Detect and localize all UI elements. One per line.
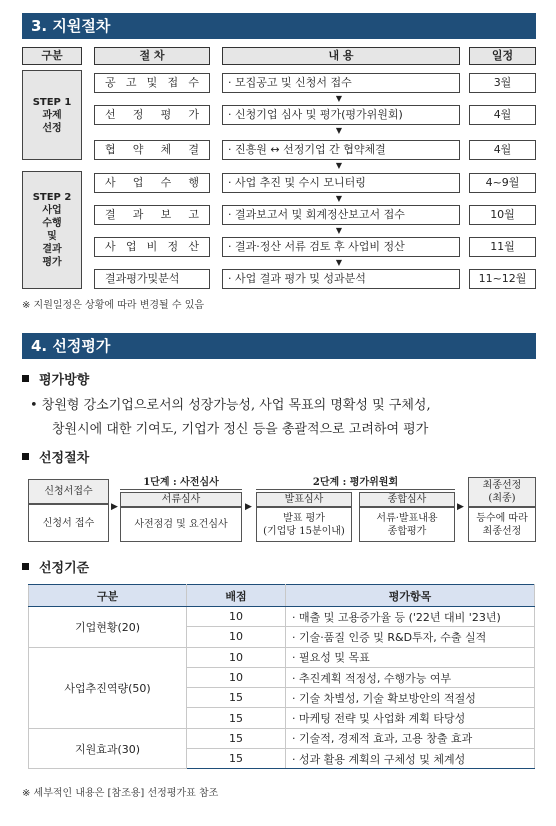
criteria-score: 10 — [187, 627, 286, 647]
arrow-down-icon: ▼ — [335, 194, 343, 203]
direction-text-1: • 창원형 강소기업으로서의 성장가능성, 사업 목표의 명확성 및 구체성, — [30, 398, 431, 413]
criteria-item: · 필요성 및 목표 — [286, 647, 535, 667]
direction-heading: 평가방향 — [22, 369, 89, 388]
content-cell: · 결과보고서 및 회계정산보고서 접수 — [222, 205, 460, 225]
criteria-score: 15 — [187, 749, 286, 769]
final-box-top: 최종선정 (최종) — [468, 477, 536, 507]
content-cell: · 신청기업 심사 및 평가(평가위원회) — [222, 105, 460, 125]
arrow-down-icon: ▼ — [335, 94, 343, 103]
criteria-item: · 기술적, 경제적 효과, 고용 창출 효과 — [286, 728, 535, 748]
criteria-header-category: 구분 — [29, 585, 187, 607]
procedure-cell: 결과평가및분석 — [94, 269, 210, 289]
content-cell: · 모집공고 및 신청서 접수 — [222, 73, 460, 93]
procedure-cell: 공 고 및 접 수 — [94, 73, 210, 93]
stage2-body-comprehensive: 서류·발표내용 종합평가 — [359, 507, 455, 542]
schedule-cell: 4~9월 — [469, 173, 536, 193]
table-row — [29, 607, 535, 627]
criteria-item: · 매출 및 고용증가율 등 ('22년 대비 '23년) — [286, 607, 535, 627]
stage2-sub-presentation: 발표심사 — [256, 492, 352, 507]
header-content: 내 용 — [222, 47, 460, 65]
table-row — [29, 647, 535, 667]
criteria-header-item: 평가항목 — [286, 585, 535, 607]
criteria-score: 15 — [187, 728, 286, 748]
final-box-bottom: 등수에 따라 최종선정 — [468, 507, 536, 542]
schedule-cell: 11월 — [469, 237, 536, 257]
criteria-category: 지원효과(30) — [29, 728, 187, 769]
criteria-item: · 기술 차별성, 기술 확보방안의 적절성 — [286, 688, 535, 708]
stage2-underline — [256, 489, 455, 490]
stage2-sub-comprehensive: 종합심사 — [359, 492, 455, 507]
criteria-item: · 마케팅 전략 및 사업화 계획 타당성 — [286, 708, 535, 728]
procedure-cell: 협 약 체 결 — [94, 140, 210, 160]
criteria-score: 10 — [187, 647, 286, 667]
stage1-underline — [120, 489, 242, 490]
schedule-cell: 4월 — [469, 105, 536, 125]
procedure-cell: 결 과 보 고 — [94, 205, 210, 225]
section-3-title: 3. 지원절차 — [22, 13, 536, 39]
criteria-item: · 성과 활용 계획의 구체성 및 체계성 — [286, 749, 535, 769]
stage1-sub: 서류심사 — [120, 492, 242, 507]
stage2-body-presentation: 발표 평가 (기업당 15분이내) — [256, 507, 352, 542]
square-bullet-icon — [22, 375, 29, 382]
arrow-right-icon: ▶ — [111, 502, 118, 512]
criteria-note: ※ 세부적인 내용은 [참조용] 선정평가표 참조 — [22, 788, 219, 799]
arrow-down-icon: ▼ — [335, 126, 343, 135]
square-bullet-icon — [22, 563, 29, 570]
schedule-cell: 11~12월 — [469, 269, 536, 289]
procedure-heading: 선정절차 — [22, 447, 89, 466]
stage1-title: 1단계 : 사전심사 — [120, 475, 242, 489]
header-category: 구분 — [22, 47, 82, 65]
criteria-score: 10 — [187, 667, 286, 687]
procedure-cell: 선 정 평 가 — [94, 105, 210, 125]
section-4-title: 4. 선정평가 — [22, 333, 536, 359]
criteria-table — [28, 584, 535, 769]
criteria-header-score: 배점 — [187, 585, 286, 607]
criteria-score: 15 — [187, 688, 286, 708]
stage1-body: 사전점검 및 요건심사 — [120, 507, 242, 542]
schedule-cell: 4월 — [469, 140, 536, 160]
criteria-category: 사업추진역량(50) — [29, 647, 187, 728]
arrow-down-icon: ▼ — [335, 161, 343, 170]
header-procedure: 절 차 — [94, 47, 210, 65]
criteria-category: 기업현황(20) — [29, 607, 187, 648]
arrow-down-icon: ▼ — [335, 226, 343, 235]
content-cell: · 사업 추진 및 수시 모니터링 — [222, 173, 460, 193]
schedule-cell: 3월 — [469, 73, 536, 93]
arrow-right-icon: ▶ — [457, 502, 464, 512]
direction-text-2: 창원시에 대한 기여도, 기업가 정신 등을 총괄적으로 고려하여 평가 — [52, 422, 429, 437]
square-bullet-icon — [22, 453, 29, 460]
criteria-score: 10 — [187, 607, 286, 627]
schedule-note: ※ 지원일정은 상황에 따라 변경될 수 있음 — [22, 300, 205, 311]
procedure-cell: 사 업 비 정 산 — [94, 237, 210, 257]
apply-box-bottom: 신청서 접수 — [28, 504, 109, 542]
table-row — [29, 728, 535, 748]
arrow-right-icon: ▶ — [245, 502, 252, 512]
criteria-heading: 선정기준 — [22, 557, 89, 576]
content-cell: · 진흥원 ↔ 선정기업 간 협약체결 — [222, 140, 460, 160]
content-cell: · 사업 결과 평가 및 성과분석 — [222, 269, 460, 289]
criteria-score: 15 — [187, 708, 286, 728]
step2-label: STEP 2 사업 수행 및 결과 평가 — [22, 171, 82, 289]
schedule-cell: 10월 — [469, 205, 536, 225]
step1-label: STEP 1 과제 선정 — [22, 70, 82, 160]
header-schedule: 일정 — [469, 47, 536, 65]
procedure-cell: 사 업 수 행 — [94, 173, 210, 193]
content-cell: · 결과·정산 서류 검토 후 사업비 정산 — [222, 237, 460, 257]
stage2-title: 2단계 : 평가위원회 — [256, 475, 455, 489]
arrow-down-icon: ▼ — [335, 258, 343, 267]
apply-box-top: 신청서접수 — [28, 479, 109, 504]
criteria-item: · 추진계획 적정성, 수행가능 여부 — [286, 667, 535, 687]
criteria-item: · 기술·품질 인증 및 R&D투자, 수출 실적 — [286, 627, 535, 647]
